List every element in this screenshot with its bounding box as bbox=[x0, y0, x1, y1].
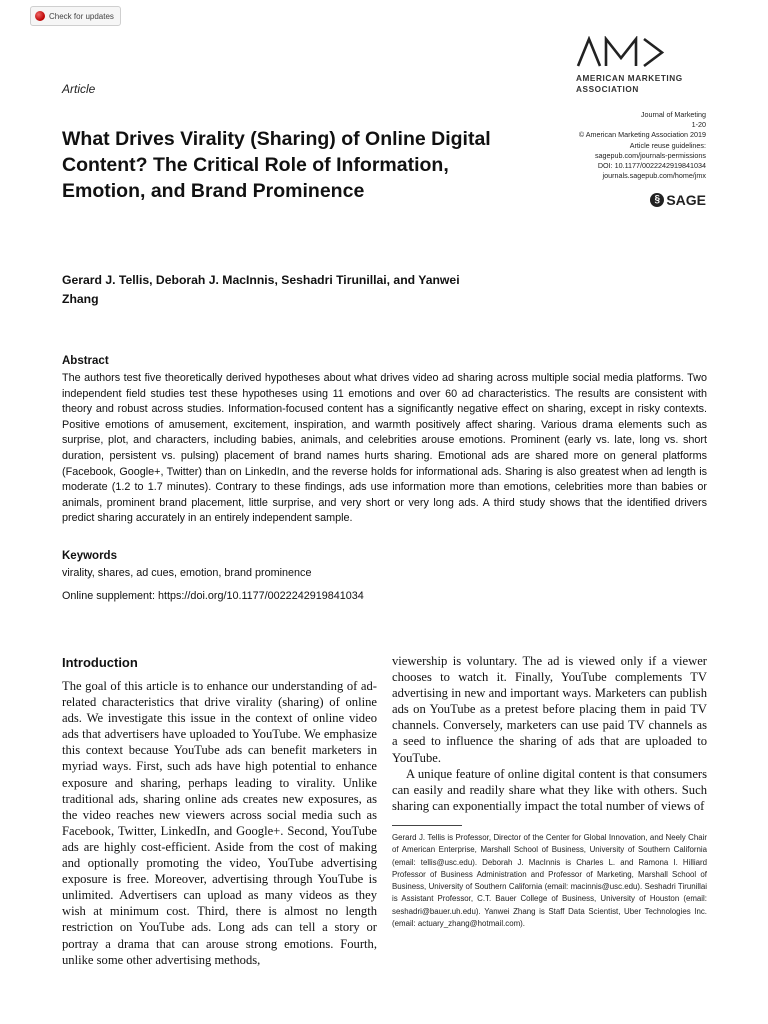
ama-org-line2: ASSOCIATION bbox=[576, 85, 639, 94]
keywords-text: virality, shares, ad cues, emotion, brand prominence bbox=[62, 567, 312, 579]
reuse-guidelines: Article reuse guidelines: bbox=[629, 140, 706, 150]
keywords-heading: Keywords bbox=[62, 550, 117, 562]
page-range: 1-20 bbox=[691, 120, 706, 130]
intro-paragraph: A unique feature of online digital content is that consumers can easily and readily share what they like with others. Such sharing can exponentially impact the total number of views of bbox=[392, 766, 707, 813]
check-for-updates-label: Check for updates bbox=[49, 11, 114, 21]
doi[interactable]: DOI: 10.1177/0022242919841034 bbox=[597, 161, 706, 171]
abstract-heading: Abstract bbox=[62, 355, 109, 367]
ama-logo bbox=[576, 36, 716, 95]
check-for-updates-button[interactable] bbox=[30, 6, 121, 26]
sage-logo bbox=[650, 192, 706, 208]
online-supplement-link[interactable]: Online supplement: https://doi.org/10.1177/0022242919841034 bbox=[62, 590, 364, 602]
ama-org-line1: AMERICAN MARKETING bbox=[576, 74, 683, 83]
journal-home-link[interactable]: journals.sagepub.com/home/jmx bbox=[602, 171, 706, 181]
footnote-divider bbox=[392, 825, 462, 826]
body-column-right bbox=[392, 653, 707, 814]
article-type-label: Article bbox=[62, 82, 96, 96]
sage-label: SAGE bbox=[666, 192, 706, 208]
ama-logo-mark bbox=[576, 36, 666, 68]
permissions-link[interactable]: sagepub.com/journals-permissions bbox=[594, 150, 706, 160]
introduction-heading: Introduction bbox=[62, 655, 138, 670]
update-icon bbox=[35, 11, 45, 21]
abstract-text: The authors test five theoretically derived hypotheses about what drives video ad sharing across multiple social media platforms. Two independent field studies test these hypotheses using 11 emotions and over 60 ad characteristics. The results are consistent with theory and robust across studies. Information-focused content has a significantly negative effect on sharing, except in risky contexts. Positive emotions of amusement, excitement, inspiration, and warmth positively affect sharing. Various drama elements such as surprise, plot, and characters, including babies, animals, and celebrities arouse emotions. Prominent (early vs. late, long vs. short duration, persistent vs. pulsing) placement of brand names hurts sharing. Emotional ads are shared more on general platforms (Facebook, Google+, Twitter) than on LinkedIn, and the reverse holds for informational ads. Sharing is also greatest when ad length is moderate (1.2 to 1.7 minutes). Contrary to these findings, ads use information more than emotions, celebrities more than babies or animals, prominent brand placement, little surprise, and very short or very long ads. A third study shows that the identified drivers predict sharing accurately in an entirely independent sample. bbox=[62, 372, 707, 525]
journal-info bbox=[579, 110, 706, 181]
journal-name: Journal of Marketing bbox=[640, 110, 706, 119]
intro-paragraph: The goal of this article is to enhance our understanding of ad-related characteristics that drive virality (sharing) of online ads. We investigate this issue in the context of online video ads that advertisers have uploaded to YouTube. We emphasize this context because YouTube ads can benefit marketers in myriad ways. First, such ads have high potential to enhance exposure and sharing, perhaps leading to virality. Unlike traditional ads, sharing online ads creates new exposures, as the video reaches new viewers across social media such as Facebook, Twitter, LinkedIn, and Google+. Second, YouTube ads are highly cost-efficient. Aside from the cost of making and optionally promoting the video, YouTube advertising exposure is free. Moreover, advertising through YouTube is unlimited. Advertisers can upload as many videos as they wish at minimum cost. Third, there is almost no length restriction on YouTube ads. Long ads can tell a story or portray a drama that can arouse strong emotions. Fourth, unlike some other advertising methods, bbox=[62, 679, 377, 967]
intro-paragraph-continued: viewership is voluntary. The ad is viewed only if a viewer chooses to watch it. Finally, YouTube complements TV advertising in new and important ways. Marketers can publish ads on YouTube as a pretest before placing them in paid TV channels. Conversely, marketers can use paid TV channels as a seed to influence the sharing of ads that are uploaded to YouTube. bbox=[392, 654, 707, 765]
author-list: Gerard J. Tellis, Deborah J. MacInnis, Seshadri Tirunillai, and Yanwei Zhang bbox=[62, 273, 460, 306]
copyright: © American Marketing Association 2019 bbox=[578, 130, 706, 140]
body-column-left bbox=[62, 678, 377, 968]
article-title: What Drives Virality (Sharing) of Online Digital Content? The Critical Role of Information, Emotion, and Brand Prominence bbox=[62, 128, 491, 202]
sage-icon: § bbox=[650, 193, 664, 207]
author-footnote: Gerard J. Tellis is Professor, Director of the Center for Global Innovation, and Neely Chair of American Enterprise, Marshall School of Business, University of Southern California (email: tellis@usc.edu). Deborah J. MacInnis is Charles L. and Ramona I. Hilliard Professor of Business Administration and Professor of Marketing, Marshall School of Business, University of Southern California (email: macinnis@usc.edu). Seshadri Tirunillai is Assistant Professor, C.T. Bauer College of Business, University of Houston (email: seshadri@bauer.uh.edu). Yanwei Zhang is Staff Data Scientist, Uber Technologies Inc. (email: actuary_zhang@hotmail.com). bbox=[392, 833, 707, 929]
